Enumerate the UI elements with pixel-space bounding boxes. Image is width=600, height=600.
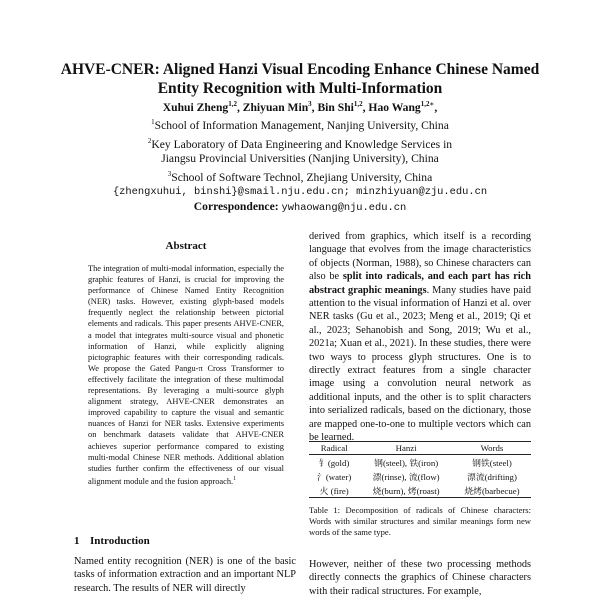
emails[interactable]: {zhengxuhui, binshi}@smail.nju.edu.cn; minzhiyuan@zju.edu.cn [112, 186, 488, 199]
author-1: Xuhui Zheng [162, 100, 229, 114]
table-row [309, 483, 531, 498]
author-1-sup: 1,2 [228, 100, 237, 108]
right-column-paragraph-2: However, neither of these two processing methods directly connects the graphics of Chinese characters with their radical structures. For example, [309, 559, 531, 597]
table-header: Words [453, 442, 531, 455]
title-line-2: Entity Recognition with Multi-Information [157, 80, 443, 97]
author-4-sup: 1,2∗ [420, 100, 435, 108]
author-block [40, 97, 560, 216]
author-3: Bin Shi [317, 100, 354, 114]
abstract-body: The integration of multi-modal information, especially the graphic features of Hanzi, is crucial for improving the performance of Chinese Named Entity Recognition (NER) tasks. However, existing glyph-based models frequently neglect the relationship between pictorial elements and radicals. This paper presents AHVE-CNER, a model that integrates multi-source visual and phonetic information of Hanzi, while explicitly aligning pictographic features with their corresponding radicals. We propose the Gated Pangu-π Cross Transformer to effectively facilitate the integration of these multimodal representations. By leveraging a multi-source glyph alignment strategy, AHVE-CNER demonstrates an improved capability to capture the visual and semantic nuances of Hanzi for NER tasks. Extensive experiments on benchmark datasets validate that AHVE-CNER achieves superior performance compared to existing multi-modal Chinese NER methods. Additional ablation studies further confirm the effectiveness of our visual alignment module and the fusion approach. [88, 264, 284, 486]
affiliation-3: $^3$School of Software Technol, Zhejiang University, China [167, 169, 433, 184]
table-row [309, 469, 531, 483]
table-row [309, 455, 531, 470]
table-caption: Table 1: Decomposition of radicals of Chinese characters: Words with similar structures and similar meanings form new words of the same type. [309, 505, 531, 538]
bold-emphasis: split into radicals, and each part has rich abstract graphic meanings [309, 271, 531, 296]
table-cell: 钢铁(steel) [472, 457, 512, 468]
table-cell: 钅(gold) [319, 457, 350, 468]
section-title: Introduction [90, 535, 150, 547]
author-names: Xuhui Zheng$^{1,2}$, Zhiyuan Min$^3$, Bin Shi$^{1,2}$, Hao Wang$^{1,2∗}$, [162, 100, 438, 114]
footnote-mark[interactable]: 1 [233, 475, 237, 482]
correspondence [40, 200, 560, 216]
table-cell: 漂流(drifting) [467, 471, 517, 482]
correspondence-email[interactable]: ywhaowang@nju.edu.cn [281, 202, 407, 214]
radical-table [309, 441, 531, 498]
affiliation-1: $^1$School of Information Management, Nanjing University, China [151, 118, 449, 133]
table-cell: 火 (fire) [309, 483, 359, 498]
right-column-paragraph: derived from graphics, which itself is a recording language that evolves from the image characteristics of objects (Norman, 1988), so Chinese characters can also be split into radicals, and each part has rich abstract graphic meanings. Many studies have paid attention to the visual information of Hanzi et al. over NER tasks (Gu et al., 2023; Meng et al., 2019; Qi et al., 2023; Sehanobish and Song, 2019; Wu et al., 2021a; Xuan et al., 2021). In these studies, there were two ways to process glyph structures. One is to directly extract features from a single character image using a convolution neural network as additional inputs, and the other is to split characters into serialized radicals, based on the dictionary, those are mapped one-to-one to multiple vectors which can be learned. [309, 231, 531, 444]
section-number: 1 [74, 535, 80, 547]
table-cell: 漂(rinse), 流(flow) [372, 471, 440, 482]
abstract-heading: Abstract [165, 240, 207, 252]
table-cell: 氵(water) [317, 471, 352, 482]
author-2-sup: 3 [308, 100, 312, 108]
table-header: Hanzi [359, 442, 453, 455]
abstract-text [88, 263, 284, 487]
table-cell: 烧(burn), 烤(roast) [359, 483, 453, 498]
author-4: Hao Wang [368, 100, 421, 114]
section-heading-introduction [74, 535, 150, 547]
paper-title [40, 60, 560, 98]
author-3-sup: 1,2 [353, 100, 363, 108]
table-cell: 钢(steel), 铁(iron) [374, 457, 439, 468]
table-header: Radical [309, 442, 359, 455]
affiliation-2-cont: Jiangsu Provincial Universities (Nanjing University), China [161, 152, 439, 166]
table-cell: 烧烤(barbecue) [453, 483, 531, 498]
author-2: Zhiyuan Min [242, 100, 309, 114]
affiliation-2: $^2$Key Laboratory of Data Engineering and Knowledge Services in [147, 136, 453, 151]
correspondence-label: Correspondence: [193, 200, 279, 213]
intro-paragraph: Named entity recognition (NER) is one of the basic tasks of information extraction and an important NLP research. The results of NER will directly [74, 556, 296, 594]
title-line-1: AHVE-CNER: Aligned Hanzi Visual Encoding Enhance Chinese Named [60, 61, 540, 78]
